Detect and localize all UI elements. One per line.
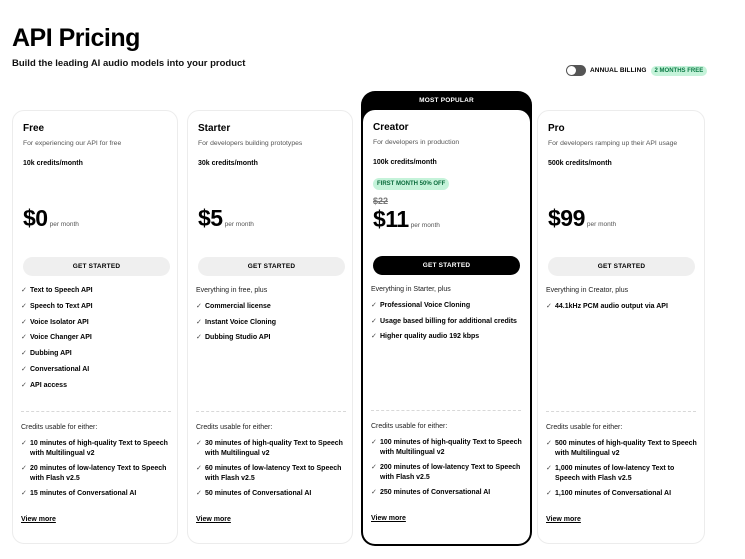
credit-option <box>546 464 698 483</box>
credit-options <box>371 438 523 504</box>
check-icon: ✓ <box>21 465 27 472</box>
plan-name: Pro <box>548 123 565 134</box>
credit-option-text: 60 minutes of low-latency Text to Speech with Flash v2.5 <box>205 465 342 482</box>
plan-credits: 10k credits/month <box>23 160 83 167</box>
features-intro <box>371 285 521 295</box>
feature-text: Text to Speech API <box>30 287 93 294</box>
annual-billing-label: ANNUAL BILLING <box>590 67 647 74</box>
check-icon: ✓ <box>371 301 377 309</box>
check-icon: ✓ <box>546 440 552 447</box>
feature-item <box>371 301 521 311</box>
feature-text: API access <box>30 381 67 389</box>
feature-list <box>21 286 171 397</box>
feature-text: Voice Isolator API <box>30 318 89 326</box>
plan-credits: 500k credits/month <box>548 160 612 167</box>
divider <box>196 411 346 412</box>
feature-item <box>21 286 171 296</box>
annual-billing-control <box>566 65 707 76</box>
feature-text: Commercial license <box>205 302 271 310</box>
price-period: per month <box>586 221 617 228</box>
price-period: per month <box>49 221 79 228</box>
check-icon: ✓ <box>371 464 377 471</box>
feature-item <box>196 302 346 312</box>
features-intro-text: Everything in free, plus <box>196 287 268 294</box>
feature-list <box>371 285 521 348</box>
get-started-button[interactable]: GET STARTED <box>548 257 695 276</box>
feature-text: Voice Changer API <box>30 334 92 342</box>
credit-option <box>371 438 523 457</box>
check-icon: ✓ <box>196 334 202 342</box>
price-row <box>198 205 254 232</box>
check-icon: ✓ <box>196 440 202 447</box>
feature-item <box>21 302 171 312</box>
annual-billing-toggle[interactable] <box>566 65 586 76</box>
price-row <box>548 205 616 232</box>
credit-option-text: 500 minutes of high-quality Text to Speech with Multilingual v2 <box>555 440 697 457</box>
feature-item <box>21 349 171 359</box>
divider <box>371 410 521 411</box>
feature-text: Instant Voice Cloning <box>205 318 277 326</box>
credit-option <box>546 439 698 458</box>
check-icon: ✓ <box>546 465 552 472</box>
credit-option-text: 10 minutes of high-quality Text to Speech with Multilingual v2 <box>30 440 168 457</box>
credit-option <box>21 439 173 458</box>
check-icon: ✓ <box>196 465 202 472</box>
check-icon: ✓ <box>371 439 377 446</box>
check-icon: ✓ <box>21 365 27 373</box>
plan-description: For developers ramping up their API usage <box>548 140 678 147</box>
credit-option-text: 1,100 minutes of Conversational AI <box>555 490 672 497</box>
view-more-link[interactable]: View more <box>371 515 406 522</box>
check-icon: ✓ <box>21 334 27 342</box>
check-icon: ✓ <box>21 302 27 310</box>
credit-option-text: 15 minutes of Conversational AI <box>30 490 137 497</box>
most-popular-label: MOST POPULAR <box>419 97 474 104</box>
view-more-link[interactable]: View more <box>21 516 56 523</box>
feature-item <box>371 332 521 342</box>
feature-text: Dubbing API <box>30 350 72 358</box>
credit-option <box>371 488 523 498</box>
credit-option-text: 50 minutes of Conversational AI <box>205 490 312 497</box>
credit-option-text: 250 minutes of Conversational AI <box>380 489 491 496</box>
divider <box>546 411 696 412</box>
old-price: $22 <box>373 196 389 206</box>
credits-title: Credits usable for either: <box>21 424 98 431</box>
credits-title: Credits usable for either: <box>371 423 448 430</box>
credit-option-text: 30 minutes of high-quality Text to Speech with Multilingual v2 <box>205 440 343 457</box>
credit-options <box>196 439 348 505</box>
feature-text: Usage based billing for additional credits <box>380 317 517 325</box>
check-icon: ✓ <box>546 302 552 310</box>
credit-option <box>196 439 348 458</box>
credit-option <box>196 489 348 499</box>
feature-text: Dubbing Studio API <box>205 334 271 342</box>
feature-text: 44.1kHz PCM audio output via API <box>555 302 668 310</box>
price-period: per month <box>410 222 440 229</box>
price-period: per month <box>224 221 254 228</box>
credit-option-text: 200 minutes of low-latency Text to Speech with Flash v2.5 <box>380 464 521 481</box>
feature-item <box>546 302 696 312</box>
check-icon: ✓ <box>196 318 202 326</box>
get-started-button[interactable]: GET STARTED <box>198 257 345 276</box>
check-icon: ✓ <box>21 350 27 358</box>
plan-price: $0 <box>23 205 48 231</box>
plan-price: $11 <box>373 206 409 232</box>
feature-item <box>196 318 346 328</box>
feature-list <box>546 286 696 318</box>
plan-description: For experiencing our API for free <box>23 140 122 147</box>
check-icon: ✓ <box>21 490 27 497</box>
credit-option-text: 20 minutes of low-latency Text to Speech with Flash v2.5 <box>30 465 167 482</box>
check-icon: ✓ <box>21 287 27 294</box>
credits-title: Credits usable for either: <box>196 424 273 431</box>
view-more-link[interactable]: View more <box>196 516 231 523</box>
check-icon: ✓ <box>196 302 202 310</box>
feature-text: Conversational AI <box>30 365 90 373</box>
credit-option-text: 100 minutes of high-quality Text to Speech with Multilingual v2 <box>380 439 522 456</box>
get-started-button[interactable]: GET STARTED <box>373 256 520 275</box>
plan-card-free <box>12 110 178 544</box>
feature-item <box>371 317 521 327</box>
price-row <box>23 205 79 232</box>
credit-option <box>21 464 173 483</box>
get-started-button[interactable]: GET STARTED <box>23 257 170 276</box>
price-row <box>373 206 440 233</box>
check-icon: ✓ <box>21 381 27 389</box>
feature-text: Higher quality audio 192 kbps <box>380 333 480 341</box>
check-icon: ✓ <box>371 317 377 325</box>
plan-name: Free <box>23 123 45 134</box>
featured-card-body <box>363 110 530 544</box>
check-icon: ✓ <box>371 333 377 341</box>
check-icon: ✓ <box>196 490 202 497</box>
credit-option <box>371 463 523 482</box>
feature-item <box>196 333 346 343</box>
plan-price: $99 <box>548 205 585 231</box>
page-title: API Pricing <box>12 24 140 52</box>
promo-badge: FIRST MONTH 50% OFF <box>373 178 449 190</box>
feature-list <box>196 286 346 349</box>
credits-title: Credits usable for either: <box>546 424 623 431</box>
plan-card-starter <box>187 110 353 544</box>
plan-name: Starter <box>198 123 231 134</box>
view-more-link[interactable]: View more <box>546 516 581 523</box>
feature-item <box>21 365 171 375</box>
credit-options <box>21 439 173 505</box>
features-intro <box>546 286 696 296</box>
feature-item <box>21 333 171 343</box>
plan-card-creator <box>361 91 532 546</box>
page-subtitle: Build the leading AI audio models into your product <box>12 58 246 69</box>
features-intro-text: Everything in Creator, plus <box>546 287 629 294</box>
check-icon: ✓ <box>21 440 27 447</box>
credit-option <box>196 464 348 483</box>
plan-card-pro <box>537 110 705 544</box>
plan-description: For developers in production <box>373 139 460 146</box>
plan-credits: 30k credits/month <box>198 160 258 167</box>
divider <box>21 411 171 412</box>
plan-credits: 100k credits/month <box>373 159 437 166</box>
check-icon: ✓ <box>546 490 552 497</box>
credit-option <box>546 489 698 499</box>
features-intro <box>196 286 346 296</box>
feature-text: Professional Voice Cloning <box>380 301 471 309</box>
check-icon: ✓ <box>21 318 27 326</box>
free-months-badge: 2 MONTHS FREE <box>651 66 708 76</box>
credit-option-text: 1,000 minutes of low-latency Text to Speech with Flash v2.5 <box>555 465 675 482</box>
credit-options <box>546 439 698 505</box>
feature-item <box>21 381 171 391</box>
plan-description: For developers building prototypes <box>198 140 303 147</box>
check-icon: ✓ <box>371 489 377 496</box>
features-intro-text: Everything in Starter, plus <box>371 286 451 293</box>
plan-name: Creator <box>373 122 409 133</box>
plan-price: $5 <box>198 205 223 231</box>
feature-item <box>21 318 171 328</box>
credit-option <box>21 489 173 499</box>
feature-text: Speech to Text API <box>30 302 93 310</box>
